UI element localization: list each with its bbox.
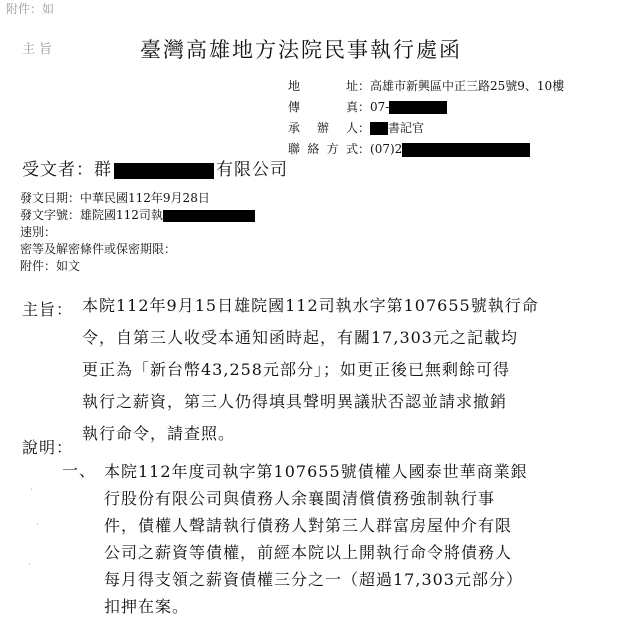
secret-label: 密等及解密條件或保密期限： [20,242,177,256]
subject-label: 主旨： [22,300,74,319]
secret-row [20,241,255,258]
meta-block [20,190,255,275]
attachment-label: 附件： [20,259,57,273]
explanation-line: 公司之薪資等債權，前經本院以上開執行命令將債務人 [104,543,513,562]
date-row [20,190,255,207]
handler-row: 承 辦 人： 書記官 [288,118,564,139]
contact-value: (07)2 [370,142,403,156]
speed-row [20,224,255,241]
explanation-line: 本院112年度司執字第107655號債權人國泰世華商業銀 [104,462,528,481]
explanation-line: 行股份有限公司與債務人余襄閩清償債務強制執行事 [104,489,496,508]
contact-label: 聯絡方式 [288,142,358,156]
redaction-bar [163,210,255,222]
document-title: 臺灣高雄地方法院民事執行處函 [140,38,462,62]
corner-mark: 主旨 [22,42,57,57]
handler-value: 書記官 [388,121,425,135]
subject-body [82,290,539,450]
explanation-line: 每月得支領之薪資債權三分之一（超過17,303元部分） [104,570,523,589]
fax-row: 傳 真：07- [288,97,564,118]
scan-speck: · [36,520,40,531]
recipient-name-start: 群 [94,160,112,180]
address-block [288,76,564,160]
redaction-bar [402,143,530,157]
explanation-label: 說明： [22,438,74,457]
fax-label: 傳 真 [288,100,358,114]
recipient-name-end: 有限公司 [216,160,288,180]
address-label: 地 址 [288,79,358,93]
date-value: 中華民國112年9月28日 [80,191,210,205]
subject-line: 執行之薪資，第三人仍得填具聲明異議狀否認並請求撤銷 [82,392,508,411]
scan-speck: · [30,485,34,496]
explanation-line: 件，債權人聲請執行債務人對第三人群富房屋仲介有限 [104,516,513,535]
subject-line: 令，自第三人收受本通知函時起，有關17,303元之記載均 [82,328,518,347]
redaction-bar [389,101,447,114]
docno-value: 雄院國112司執 [80,208,163,222]
subject-line: 更正為「新台幣43,258元部分」；如更正後已無剩餘可得 [82,360,510,379]
subject-line: 執行命令，請查照。 [82,424,236,443]
speed-label: 速別： [20,225,57,239]
date-label: 發文日期： [20,191,81,205]
redaction-bar [114,163,214,179]
fax-value: 07- [370,100,390,114]
explanation-line: 扣押在案。 [104,597,190,616]
explanation-body [104,458,528,620]
contact-row: 聯絡方式：(07)2 [288,139,564,160]
attachment-row [20,258,255,275]
explanation-item-number: 一、 [62,461,97,480]
recipient-label: 受文者： [22,160,94,180]
scan-speck: · [28,560,32,571]
redaction-bar [370,122,388,135]
recipient-line [22,155,288,180]
address-value: 高雄市新興區中正三路25號9、10樓 [370,79,565,93]
subject-line: 本院112年9月15日雄院國112司執水字第107655號執行命 [82,296,539,315]
address-row: 地 址：高雄市新興區中正三路25號9、10樓 [288,76,564,97]
docno-label: 發文字號： [20,208,81,222]
attachment-value: 如文 [56,259,81,273]
docno-row [20,207,255,224]
handler-label: 承 辦 人 [288,121,358,135]
top-fragment: 附件：如 [6,2,55,16]
